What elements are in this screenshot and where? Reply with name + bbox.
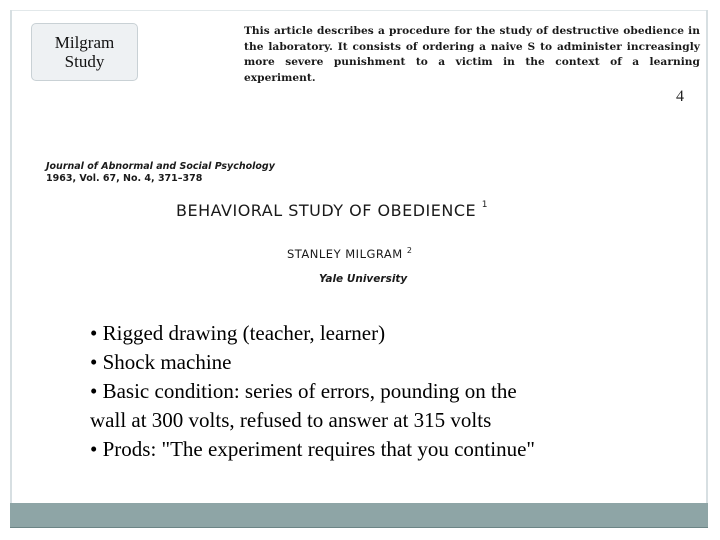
slide-title-line2: Study (64, 52, 105, 71)
citation-journal: Journal of Abnormal and Social Psychology (46, 161, 275, 172)
author-affiliation: Yale University (319, 273, 408, 285)
author-footnote: 2 (406, 246, 413, 255)
paper-title-footnote: 1 (481, 199, 488, 210)
footer-line (10, 527, 708, 528)
frame-left-border (10, 10, 12, 526)
page-number: 4 (676, 88, 684, 105)
citation-volume: 1963, Vol. 67, No. 4, 371–378 (46, 173, 203, 184)
paper-title (176, 201, 488, 220)
bullet-list (90, 319, 630, 464)
scanned-abstract: This article describes a procedure for the study of destructive obedience in the laboratory. It consists of ordering a naive S to administer increasingly more severe punishment to a victim in the context of a learning experiment. (244, 25, 700, 84)
paper-title-text: BEHAVIORAL STUDY OF OBEDIENCE (176, 201, 477, 220)
author-name: STANLEY MILGRAM (287, 246, 403, 261)
frame-top-border (10, 10, 708, 11)
frame-right-border (706, 10, 708, 526)
bullet-item: • Prods: "The experiment requires that you continue" (90, 437, 535, 461)
journal-citation (46, 161, 275, 185)
paper-author (287, 246, 412, 261)
footer-bar (10, 503, 708, 527)
bullet-item-continuation: wall at 300 volts, refused to answer at 315 volts (90, 408, 492, 432)
bullet-item: • Rigged drawing (teacher, learner) (90, 321, 386, 345)
slide-title-line1: Milgram (54, 33, 115, 52)
slide-title-box (31, 23, 138, 81)
bullet-item: • Basic condition: series of errors, pounding on the (90, 379, 517, 403)
bullet-item: • Shock machine (90, 350, 232, 374)
